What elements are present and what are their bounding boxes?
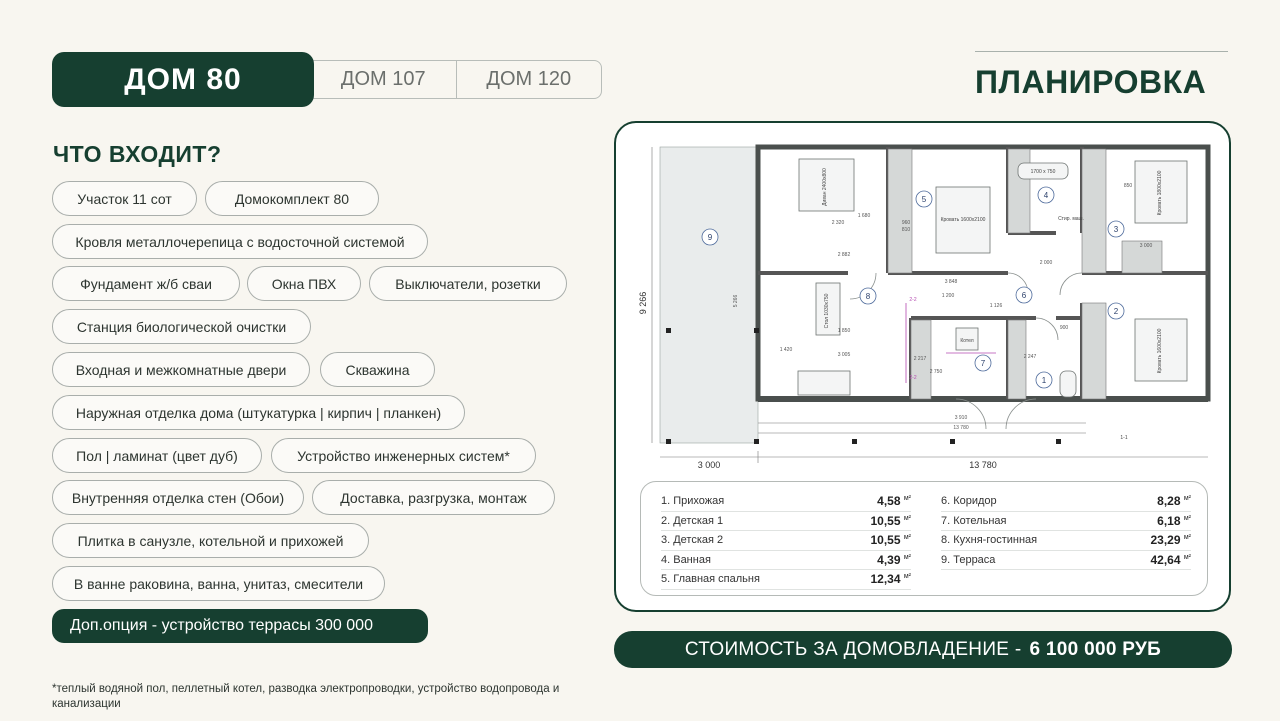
dim-text: 3 000 — [1139, 243, 1153, 249]
option-terrace: Доп.опция - устройство террасы 300 000 — [52, 609, 428, 643]
price-bar — [614, 631, 1232, 668]
title-divider — [975, 51, 1228, 52]
house-tabs — [300, 60, 602, 99]
dim-text: 810 — [901, 227, 911, 233]
section-title: ЧТО ВХОДИТ? — [53, 141, 222, 167]
room-number-4: 4 — [1043, 191, 1049, 200]
dim-text: 2 000 — [1039, 260, 1053, 266]
dim-text: 13 780 — [953, 425, 969, 431]
dim-text: 2 247 — [1023, 354, 1037, 360]
room-number-3: 3 — [1113, 225, 1119, 234]
feature-chip-foundation: Фундамент ж/б сваи — [52, 266, 240, 301]
floor-plan-card — [614, 121, 1231, 612]
dim-house-width: 13 780 — [969, 460, 997, 470]
room-area-table — [640, 481, 1208, 596]
dim-text: 2 320 — [831, 220, 845, 226]
room-number-1: 1 — [1041, 376, 1047, 385]
section-mark: 2-2 — [909, 375, 917, 381]
room-number-9: 9 — [707, 233, 713, 242]
label-bed-master: Кровать 1600х2100 — [940, 217, 986, 223]
room-row: 4. Ванная 4,39 $^{м^2}$ — [661, 551, 911, 571]
section-mark: 2-2 — [909, 297, 917, 303]
label-bed-2: Кровать 1800х2100 — [1157, 170, 1163, 216]
dim-text: 3 848 — [944, 279, 958, 285]
dim-text: 960 — [901, 220, 911, 226]
label-washer: Стир. маш. — [1058, 216, 1084, 222]
tab-dom-107[interactable]: ДОМ 107 — [301, 61, 457, 98]
room-row: 5. Главная спальня 12,34 $^{м^2}$ — [661, 570, 911, 590]
tab-dom-80[interactable]: ДОМ 80 — [52, 52, 314, 107]
dim-text: 850 — [1123, 183, 1133, 189]
label-sofa: Диван 2400х800 — [822, 168, 828, 206]
feature-chip-roof: Кровля металлочерепица с водосточной системой — [52, 224, 428, 259]
feature-chip-plot: Участок 11 сот — [52, 181, 197, 216]
dim-text: 1 200 — [941, 293, 955, 299]
dim-inner: 5 266 — [733, 294, 739, 308]
feature-chip-delivery: Доставка, разгрузка, монтаж — [312, 480, 555, 515]
room-number-6: 6 — [1021, 291, 1027, 300]
room-row: 1. Прихожая 4,58 $^{м^2}$ — [661, 492, 911, 512]
dim-text: 3 005 — [837, 352, 851, 358]
feature-chip-well: Скважина — [320, 352, 435, 387]
room-number-5: 5 — [921, 195, 927, 204]
feature-chip-switches: Выключатели, розетки — [369, 266, 567, 301]
feature-chip-tiles: Плитка в санузле, котельной и прихожей — [52, 523, 369, 558]
room-list-left — [661, 492, 911, 590]
label-table: Стол 1030х750 — [824, 293, 830, 329]
room-number-2: 2 — [1113, 307, 1119, 316]
label-bed-3: Кровать 1600х2100 — [1157, 328, 1163, 374]
floor-plan-drawing — [616, 123, 1233, 473]
dim-text: 1 850 — [837, 328, 851, 334]
price-value: 6 100 000 РУБ — [1029, 638, 1162, 660]
room-row: 6. Коридор 8,28 $^{м^2}$ — [941, 492, 1191, 512]
feature-chip-windows: Окна ПВХ — [247, 266, 361, 301]
feature-chip-house-kit: Домокомплект 80 — [205, 181, 379, 216]
terrace-area — [660, 147, 758, 443]
dim-text: 2 750 — [929, 369, 943, 375]
tab-dom-120[interactable]: ДОМ 120 — [486, 68, 572, 90]
price-label: СТОИМОСТЬ ЗА ДОМОВЛАДЕНИЕ - — [684, 638, 1022, 660]
room-row: 7. Котельная 6,18 $^{м^2}$ — [941, 512, 1191, 532]
room-number-7: 7 — [980, 359, 986, 368]
dim-terrace-width: 3 000 — [697, 460, 721, 470]
dim-text: 1 126 — [989, 303, 1003, 309]
room-row: 3. Детская 2 10,55 $^{м^2}$ — [661, 531, 911, 551]
room-row: 2. Детская 1 10,55 $^{м^2}$ — [661, 512, 911, 532]
dim-text: 1 420 — [779, 347, 793, 353]
dim-text: 3 910 — [954, 415, 968, 421]
feature-chip-bathroom: В ванне раковина, ванна, унитаз, смесители — [52, 566, 385, 601]
dim-text: 2 217 — [913, 356, 927, 362]
room-row: 9. Терраса 42,64 $^{м^2}$ — [941, 551, 1191, 571]
feature-chip-doors: Входная и межкомнатные двери — [52, 352, 310, 387]
plan-title: ПЛАНИРОВКА — [975, 64, 1207, 100]
feature-chip-engineering: Устройство инженерных систем* — [271, 438, 536, 473]
dim-text: 2 882 — [837, 252, 851, 258]
label-boiler: Котел — [960, 338, 974, 344]
dim-text: 1 680 — [857, 213, 871, 219]
dim-total-height: 9 266 — [638, 291, 648, 315]
room-row: 8. Кухня-гостинная 23,29 $^{м^2}$ — [941, 531, 1191, 551]
feature-chip-sewage: Станция биологической очистки — [52, 309, 311, 344]
feature-chip-interior: Внутренняя отделка стен (Обои) — [52, 480, 304, 515]
footnote: *теплый водяной пол, пеллетный котел, разводка электропроводки, устройство водопровода и канализации — [52, 683, 560, 710]
room-number-8: 8 — [865, 292, 871, 301]
feature-chip-floor: Пол | ламинат (цвет дуб) — [52, 438, 262, 473]
section-mark: 1-1 — [1120, 435, 1128, 441]
dim-text: 900 — [1059, 325, 1069, 331]
room-list-right — [941, 492, 1191, 570]
feature-chip-exterior: Наружная отделка дома (штукатурка | кирпич | планкен) — [52, 395, 465, 430]
label-bath: 1700 x 750 — [1030, 169, 1056, 175]
